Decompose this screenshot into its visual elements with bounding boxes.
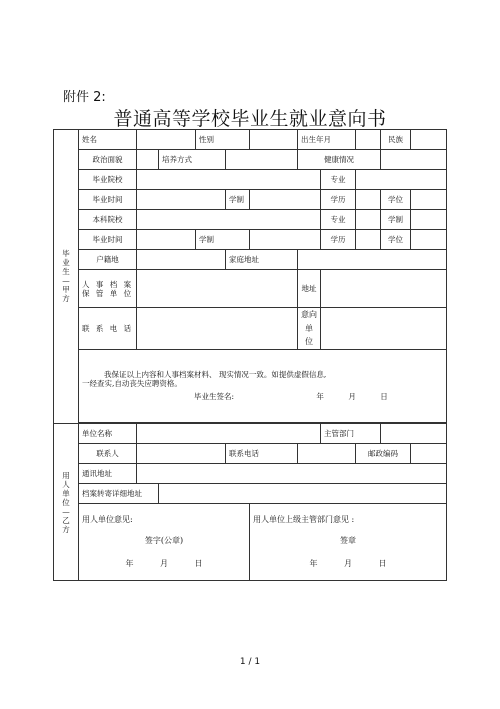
superior-seal-label: 签章	[340, 535, 356, 545]
name-value[interactable]	[137, 130, 196, 150]
household-label: 户籍地	[79, 250, 137, 270]
address-label: 地址	[298, 270, 321, 308]
political-status-label: 政治面貌	[79, 150, 137, 170]
name-label: 姓名	[79, 130, 137, 150]
health-label: 健康情况	[298, 150, 381, 170]
undergrad-schooling-label: 学制	[381, 210, 411, 230]
side-char: —	[62, 276, 70, 286]
superior-opinion-date	[253, 559, 443, 569]
side-char: —	[62, 506, 70, 516]
birth-date-value[interactable]	[356, 130, 381, 150]
undergrad-education-value[interactable]	[356, 230, 381, 250]
mailing-address-label: 通讯地址	[79, 463, 137, 483]
archive-transfer-value[interactable]	[159, 483, 447, 503]
unit-opinion-block[interactable]	[79, 503, 250, 580]
contact-person-label: 联系人	[79, 443, 137, 463]
training-mode-value[interactable]	[226, 150, 298, 170]
side-char: 方	[62, 524, 70, 534]
major-value[interactable]	[356, 170, 447, 190]
political-status-value[interactable]	[137, 150, 159, 170]
side-char: 毕	[62, 249, 70, 259]
address-value[interactable]	[321, 270, 447, 308]
side-char: 甲	[62, 285, 70, 295]
declaration-block	[79, 349, 447, 422]
education-label: 学历	[321, 190, 356, 210]
side-char: 生	[62, 267, 70, 277]
undergrad-schooling-value[interactable]	[411, 210, 447, 230]
undergrad-grad-time-value[interactable]	[137, 230, 196, 250]
intended-unit-value[interactable]	[321, 308, 447, 350]
side-char: 位	[62, 497, 70, 507]
employer-phone-label: 联系电话	[226, 443, 298, 463]
employer-phone-value[interactable]	[298, 443, 356, 463]
contact-phone-value[interactable]	[137, 308, 298, 350]
declaration-line-2: 一经查实,自动丧失应聘资格。	[82, 379, 182, 389]
education-value[interactable]	[356, 190, 381, 210]
home-address-value[interactable]	[298, 250, 447, 270]
household-value[interactable]	[137, 250, 226, 270]
unit-day: 日	[194, 558, 203, 568]
attachment-label: 附件 2:	[63, 90, 106, 105]
undergrad-school-value[interactable]	[137, 210, 321, 230]
degree-value[interactable]	[411, 190, 447, 210]
unit-opinion-date	[82, 559, 246, 569]
side-char: 人	[62, 479, 70, 489]
undergrad-schooling-length-value[interactable]	[250, 230, 321, 250]
graduate-school-value[interactable]	[137, 170, 321, 190]
health-value[interactable]	[381, 150, 447, 170]
hr-archive-unit-label	[79, 270, 137, 308]
hr-archive-line1: 人 事 档 案	[82, 279, 134, 289]
schooling-length-value[interactable]	[250, 190, 321, 210]
page-number: 1 / 1	[239, 657, 261, 667]
undergrad-degree-label: 学位	[381, 230, 411, 250]
supervisor-dept-value[interactable]	[381, 423, 447, 443]
superior-opinion-label: 用人单位上级主管部门意见 :	[253, 515, 355, 525]
major-label: 专业	[321, 170, 356, 190]
archive-transfer-label: 档案转寄详细地址	[79, 483, 159, 503]
undergrad-grad-time-label: 毕业时间	[79, 230, 137, 250]
undergrad-schooling-length-label: 学制	[196, 230, 250, 250]
contact-phone-label: 联 系 电 话	[79, 308, 137, 350]
superior-year: 年	[309, 558, 318, 568]
gender-label: 性别	[196, 130, 250, 150]
superior-month: 月	[344, 558, 352, 568]
schooling-length-label: 学制	[226, 190, 250, 210]
contact-person-value[interactable]	[137, 443, 226, 463]
intended-unit-line1: 意向 单	[301, 310, 317, 333]
postal-code-value[interactable]	[411, 443, 447, 463]
employer-side-label	[54, 423, 79, 581]
superior-opinion-block[interactable]	[250, 503, 447, 580]
supervisor-dept-label: 主管部门	[321, 423, 381, 443]
graduation-time-label: 毕业时间	[79, 190, 137, 210]
hr-archive-unit-value[interactable]	[137, 270, 298, 308]
gender-value[interactable]	[250, 130, 298, 150]
hr-archive-line2: 保 管 单 位	[82, 288, 134, 298]
home-address-label: 家庭地址	[226, 250, 298, 270]
training-mode-label: 培养方式	[159, 150, 226, 170]
ethnicity-label: 民族	[381, 130, 411, 150]
degree-label: 学位	[381, 190, 411, 210]
undergrad-degree-value[interactable]	[411, 230, 447, 250]
graduation-time-value[interactable]	[137, 190, 226, 210]
signature-label: 毕业生签名:	[194, 392, 235, 402]
unit-seal-label: 签字(公章)	[144, 535, 184, 545]
undergrad-major-value[interactable]	[356, 210, 381, 230]
superior-day: 日	[378, 558, 387, 568]
side-char: 乙	[62, 515, 70, 525]
unit-year: 年	[125, 558, 134, 568]
signature-month: 月	[348, 392, 356, 402]
signature-day: 日	[380, 392, 388, 402]
declaration-line-1: 我保证以上内容和人事档案材料、 现实情况一致。如提供虚假信息,	[104, 370, 327, 380]
undergrad-education-label: 学历	[321, 230, 356, 250]
spacer	[79, 580, 447, 581]
graduate-side-label	[54, 130, 79, 424]
mailing-address-value[interactable]	[137, 463, 447, 483]
unit-month: 月	[160, 558, 168, 568]
side-char: 用	[62, 470, 70, 480]
unit-opinion-label: 用人单位意见:	[82, 515, 133, 525]
employment-intention-form	[53, 129, 447, 581]
ethnicity-value[interactable]	[411, 130, 447, 150]
graduate-school-label: 毕业院校	[79, 170, 137, 190]
side-char: 业	[62, 258, 70, 268]
unit-name-label: 单位名称	[79, 423, 137, 443]
undergrad-school-label: 本科院校	[79, 210, 137, 230]
birth-date-label: 出生年月	[298, 130, 356, 150]
unit-name-value[interactable]	[137, 423, 321, 443]
intended-unit-label	[298, 308, 321, 350]
signature-line	[82, 392, 443, 401]
postal-code-label: 邮政编码	[356, 443, 411, 463]
intended-unit-line2: 位	[305, 337, 313, 347]
side-char: 单	[62, 488, 70, 498]
undergrad-major-label: 专业	[321, 210, 356, 230]
signature-year: 年	[316, 392, 324, 402]
side-char: 方	[62, 294, 70, 304]
form-title: 普通高等学校毕业生就业意向书	[113, 108, 387, 130]
